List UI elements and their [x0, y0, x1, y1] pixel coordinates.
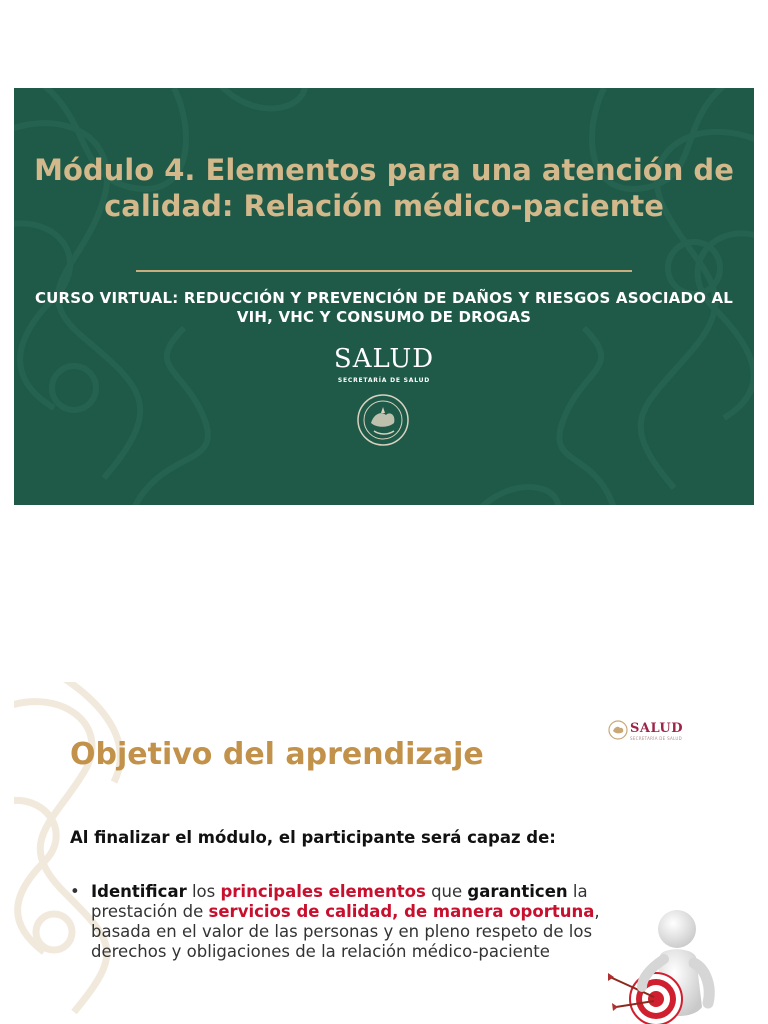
salud-logo — [284, 344, 484, 384]
salud-logo-word: SALUD — [333, 344, 435, 374]
bullet-segment: la prestación de — [91, 882, 588, 921]
bullet-segment: , basada en el valor de las personas y en pleno respeto de los derechos y obligaciones de la relación médico-paciente — [91, 902, 600, 961]
bullet-marker: • — [70, 882, 80, 901]
module-title: Módulo 4. Elementos para una atención de calidad: Relación médico-paciente — [34, 153, 734, 223]
decorative-pattern — [14, 682, 154, 1024]
section-heading: Objetivo del aprendizaje — [70, 737, 484, 772]
title-divider — [136, 270, 632, 272]
bullet-segment: servicios de calidad, de manera oportuna — [208, 902, 595, 921]
lead-sentence: Al finalizar el módulo, el participante será capaz de: — [70, 828, 556, 847]
bullet-segment: los — [186, 882, 221, 901]
bullet-text — [70, 882, 600, 962]
salud-logo-word: SALUD — [630, 721, 684, 736]
bullet-segment: garanticen — [467, 882, 568, 901]
bullet-segment: Identificar — [91, 882, 187, 901]
bullet-segment: que — [425, 882, 468, 901]
objective-slide — [14, 682, 754, 1024]
national-seal-icon — [356, 393, 410, 447]
objective-bullet — [70, 882, 600, 962]
salud-logo-tagline: SECRETARÍA DE SALUD — [630, 736, 682, 741]
salud-logo-tagline: SECRETARÍA DE SALUD — [337, 377, 431, 384]
course-subtitle: CURSO VIRTUAL: REDUCCIÓN Y PREVENCIÓN DE DAÑOS Y RIESGOS ASOCIADO AL VIH, VHC Y CONSUMO DE DROGAS — [34, 289, 734, 326]
national-seal-icon — [608, 720, 628, 740]
bullet-segment: principales elementos — [220, 882, 426, 901]
title-slide — [14, 88, 754, 505]
person-with-target-icon — [602, 907, 732, 1024]
